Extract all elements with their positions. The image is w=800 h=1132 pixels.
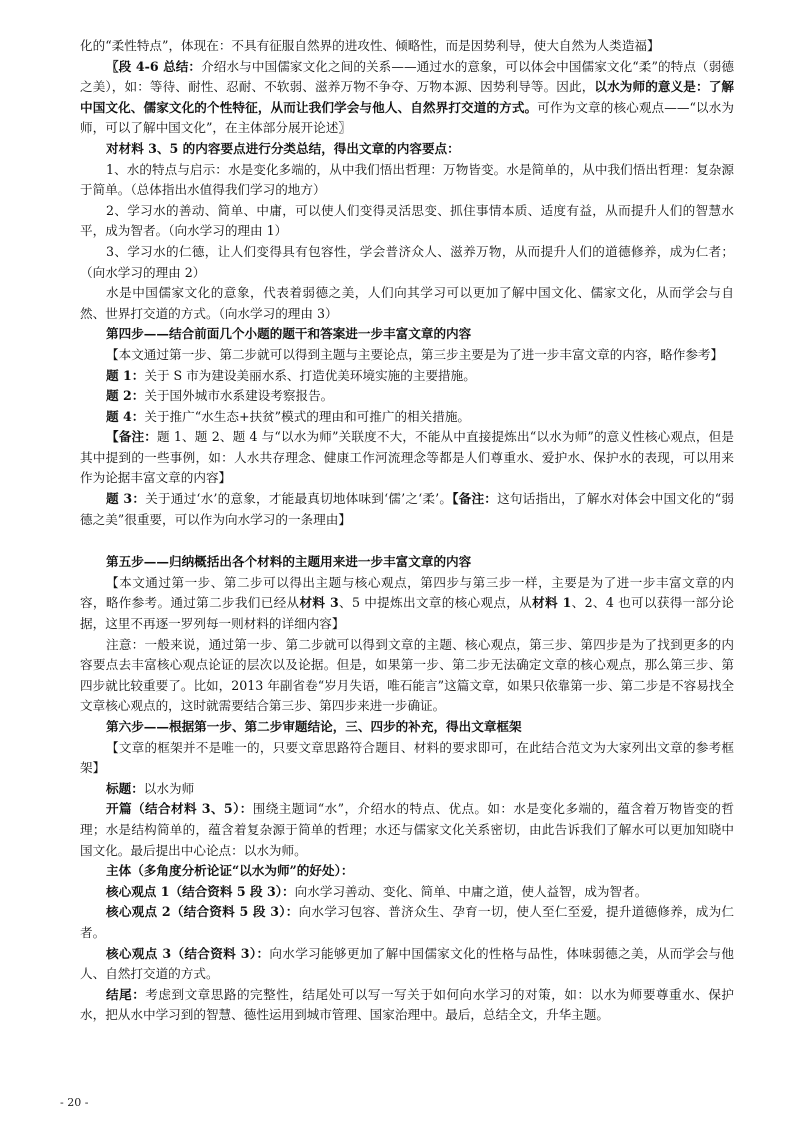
outline-opening: 开篇（结合材料 3、5）：围绕主题词“水”，介绍水的特点、优点。如：水是变化多端的，蕴含着万物皆变的哲理；水是结构简单的，蕴含着复杂源于简单的哲理；水还与儒家文化关系密切，由此告诉我们了解水可以更加知晓中国文化。最后提出中心论点：以水为师。 bbox=[80, 801, 734, 858]
paragraph-continuation: 化的“柔性特点”，体现在：不具有征服自然界的进攻性、倾略性，而是因势利导，使大自然为人类造福】 bbox=[80, 38, 660, 53]
question-item: 题 1：关于 S 市为建设美丽水系、打造优美环境实施的主要措施。 bbox=[106, 367, 476, 383]
core-point: 核心观点 1（结合资料 5 段 3）：向水学习善动、变化、简单、中庸之道，使人益智，成为智者。 bbox=[106, 883, 648, 899]
note-paragraph: 【本文通过第一步、第二步可以得出主题与核心观点，第四步与第三步一样，主要是为了进一步丰富文章的内容，略作参考。通过第二步我们已经从材料 3、5 中提炼出文章的核心观点，从材料 1、2、4 也可以获得一部分论据，这里不再逐一罗列每一则材料的详细内容】 bbox=[80, 574, 734, 632]
spacer bbox=[80, 530, 734, 552]
core-point: 核心观点 3（结合资料 3）：向水学习能够更加了解中国儒家文化的性格与品性，体味弱德之美，从而学会与他人、自然打交道的方式。 bbox=[80, 945, 735, 982]
step6-heading: 第六步——根据第一步、第二步审题结论，三、四步的补充，得出文章框架 bbox=[106, 719, 522, 734]
core-point: 核心观点 2（结合资料 5 段 3）：向水学习包容、普济众生、孕育一切，使人至仁至爱，提升道德修养，成为仁者。 bbox=[80, 904, 734, 940]
question-item: 题 4：关于推广“水生态+扶贫”模式的理由和可推广的相关措施。 bbox=[106, 408, 471, 424]
question-item: 题 3：关于通过‘水’的意象，才能最真切地体味到‘儒’之‘柔’。【备注：这句话指出，了解水对体会中国文化的“弱德之美”很重要，可以作为向水学习的一条理由】 bbox=[80, 491, 734, 527]
page-number: - 20 - bbox=[60, 1096, 89, 1109]
summary-paragraph: 〖段 4-6 总结：介绍水与中国儒家文化之间的关系——通过水的意象，可以体会中国儒家文化“柔”的特点（弱德之美），如：等待、耐性、忍耐、不软弱、滋养万物不争夺、万物本源、因势利导等。因此，以水为师的意义是：了解中国文化、儒家文化的个性特征，从而让我们学会与他人、自然界打交道的方式。可作为文章的核心观点——“以水为师，可以了解中国文化”，在主体部分展开论述〗 bbox=[80, 58, 735, 136]
section-heading: 对材料 3、5 的内容要点进行分类总结，得出文章的内容要点： bbox=[106, 140, 460, 156]
question-item: 题 2：关于国外城市水系建设考察报告。 bbox=[106, 388, 334, 404]
note-paragraph: 【本文通过第一步、第二步就可以得到主题与主要论点，第三步主要是为了进一步丰富文章的内容，略作参考】 bbox=[106, 346, 724, 362]
remark-paragraph: 【备注：题 1、题 2、题 4 与“以水为师”关联度不大，不能从中直接提炼出“以水为师”的意义性核心观点，但是其中提到的一些事例，如：人水共存理念、健康工作河流理念等都是人们尊重水、爱护水、保护水的表现，可以用来作为论据丰富文章的内容】 bbox=[80, 429, 734, 486]
step5-heading: 第五步——归纳概括出各个材料的主题用来进一步丰富文章的内容 bbox=[106, 554, 472, 570]
list-item: 1、水的特点与启示：水是变化多端的，从中我们悟出哲理：万物皆变。水是简单的，从中我们悟出哲理：复杂源于简单。（总体指出水值得我们学习的地方） bbox=[80, 161, 734, 198]
list-item: 3、学习水的仁德，让人们变得具有包容性，学会普济众人、滋养万物，从而提升人们的道德修养，成为仁者；（向水学习的理由 2） bbox=[80, 243, 734, 280]
attention-paragraph: 注意：一般来说，通过第一步、第二步就可以得到文章的主题、核心观点，第三步、第四步是为了找到更多的内容要点去丰富核心观点论证的层次以及论据。但是，如果第一步、第二步无法确定文章的核心观点，那么第三步、第四步就比较重要了。比如，2013 年副省卷“岁月失语，唯石能言”这篇文章，如果只依靠第一步、第二步是不容易找全文章核心观点的，这时就需要结合第三步、第四步来进一步确证。 bbox=[80, 636, 734, 714]
document-body bbox=[80, 36, 734, 1026]
note-paragraph: 【文章的框架并不是唯一的，只要文章思路符合题目、材料的要求即可，在此结合范文为大家列出文章的参考框架】 bbox=[80, 739, 734, 776]
paragraph: 水是中国儒家文化的意象，代表着弱德之美，人们向其学习可以更加了解中国文化、儒家文化，从而学会与自然、世界打交道的方式。（向水学习的理由 3） bbox=[80, 285, 734, 321]
outline-body-heading: 主体（多角度分析论证“以水为师”的好处）： bbox=[106, 863, 354, 879]
outline-title: 标题：以水为师 bbox=[106, 780, 195, 796]
outline-ending: 结尾：考虑到文章思路的完整性，结尾处可以写一写关于如何向水学习的对策，如：以水为师要尊重水、保护水，把从水中学习到的智慧、德性运用到城市管理、国家治理中。最后，总结全文，升华主题。 bbox=[80, 986, 734, 1023]
list-item: 2、学习水的善动、简单、中庸，可以使人们变得灵活思变、抓住事情本质、适度有益，从而提升人们的智慧水平，成为智者。（向水学习的理由 1） bbox=[80, 202, 734, 239]
step4-heading: 第四步——结合前面几个小题的题干和答案进一步丰富文章的内容 bbox=[106, 326, 472, 342]
